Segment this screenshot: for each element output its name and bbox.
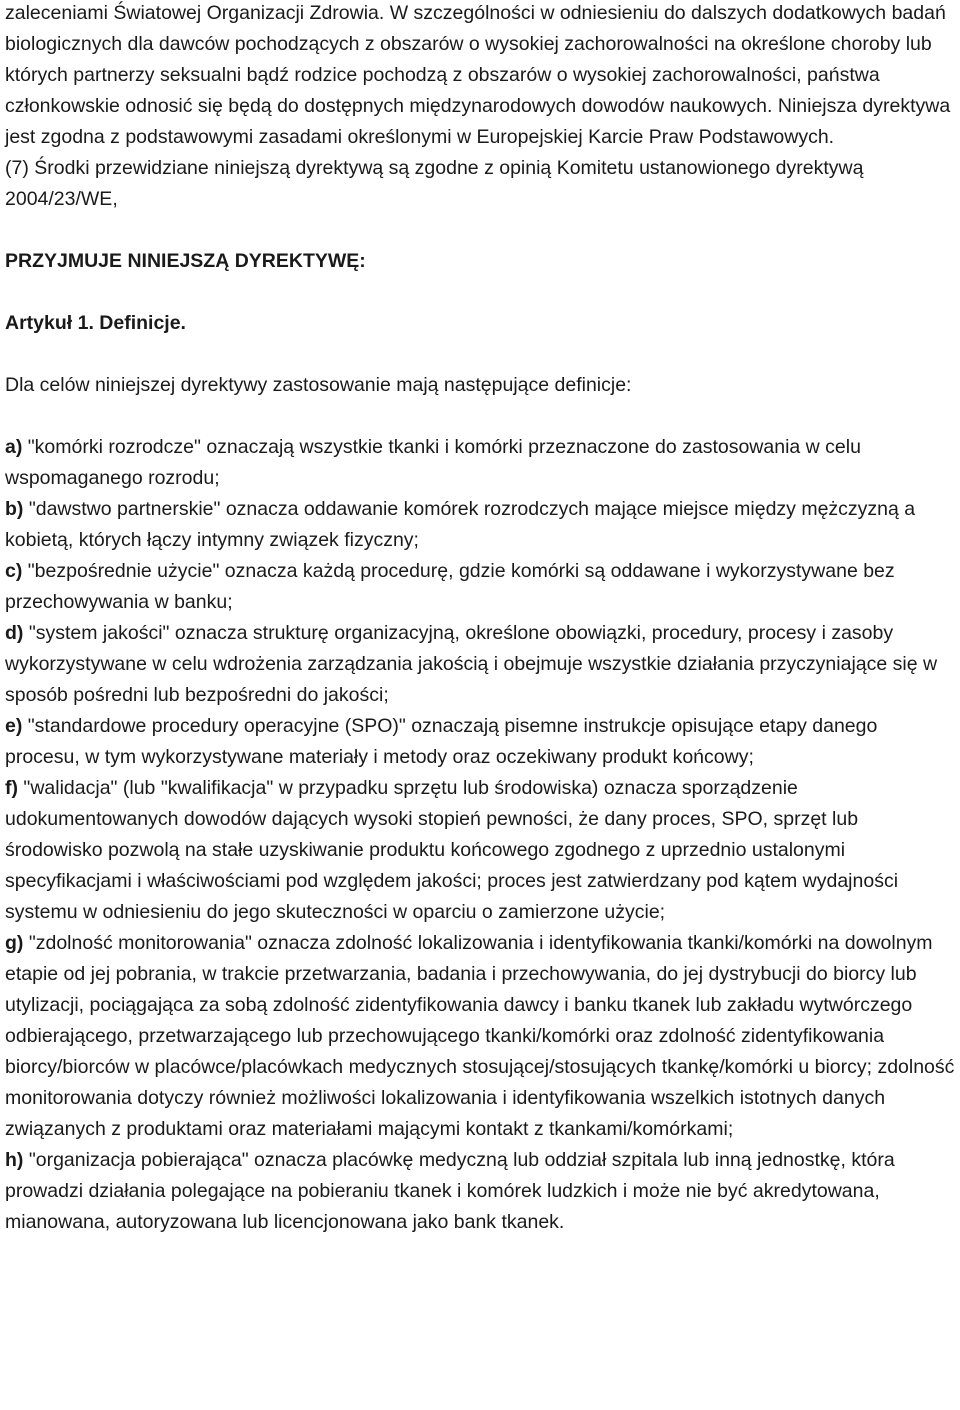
definition-letter: e)	[5, 715, 23, 737]
definition-e	[5, 711, 955, 773]
definition-a	[5, 432, 955, 494]
definition-letter: f)	[5, 777, 18, 799]
adopts-heading: PRZYJMUJE NINIEJSZĄ DYREKTYWĘ:	[5, 250, 366, 272]
definition-text: "organizacja pobierająca" oznacza placówkę medyczną lub oddział szpitala lub inną jednostkę, która prowadzi działania polegające na pobieraniu tkanek i komórek ludzkich i może nie być akredytowana, mianowana, autoryzowana lub licencjonowana jako bank tkanek.	[5, 1149, 895, 1233]
spacer	[5, 215, 955, 246]
definition-letter: g)	[5, 932, 24, 954]
definition-h	[5, 1145, 955, 1238]
definition-c	[5, 556, 955, 618]
article-lead: Dla celów niniejszej dyrektywy zastosowanie mają następujące definicje:	[5, 374, 632, 396]
article-title: Artykuł 1. Definicje.	[5, 312, 186, 334]
definition-text: "bezpośrednie użycie" oznacza każdą procedurę, gdzie komórki są oddawane i wykorzystywane bez przechowywania w banku;	[5, 560, 895, 613]
definition-g	[5, 928, 955, 1145]
spacer	[5, 277, 955, 308]
intro-paragraph: zaleceniami Światowej Organizacji Zdrowia. W szczególności w odniesieniu do dalszych dodatkowych badań biologicznych dla dawców pochodzących z obszarów o wysokiej zachorowalności na określone choroby lub których partnerzy seksualni bądź rodzice pochodzą z obszarów o wysokiej zachorowalności, państwa członkowskie odnosić się będą do dostępnych międzynarodowych dowodów naukowych. Niniejsza dyrektywa jest zgodna z podstawowymi zasadami określonymi w Europejskiej Karcie Praw Podstawowych.	[5, 2, 951, 148]
definition-text: "standardowe procedury operacyjne (SPO)" oznaczają pisemne instrukcje opisujące etapy danego procesu, w tym wykorzystywane materiały i metody oraz oczekiwany produkt końcowy;	[5, 715, 878, 768]
definition-text: "komórki rozrodcze" oznaczają wszystkie tkanki i komórki przeznaczone do zastosowania w celu wspomaganego rozrodu;	[5, 436, 861, 489]
spacer	[5, 401, 955, 432]
definition-letter: h)	[5, 1149, 24, 1171]
definition-letter: b)	[5, 498, 24, 520]
definition-f	[5, 773, 955, 928]
definition-letter: c)	[5, 560, 23, 582]
spacer	[5, 339, 955, 370]
definition-text: "zdolność monitorowania" oznacza zdolność lokalizowania i identyfikowania tkanki/komórki na dowolnym etapie od jej pobrania, w trakcie przetwarzania, badania i przechowywania, do jej dystrybucji do biorcy lub utylizacji, pociągająca za sobą zdolność zidentyfikowania dawcy i banku tkanek lub zakładu wytwórczego odbierającego, przetwarzającego lub przechowującego tkanki/komórki oraz zdolność zidentyfikowania biorcy/biorców w placówce/placówkach medycznych stosującej/stosujących tkankę/komórki u biorcy; zdolność monitorowania dotyczy również możliwości lokalizowania i identyfikowania wszelkich istotnych danych związanych z produktami oraz materiałami mającymi kontakt z tkankami/komórkami;	[5, 932, 955, 1140]
definition-d	[5, 618, 955, 711]
document-page	[5, 0, 955, 1238]
definition-letter: d)	[5, 622, 24, 644]
definition-b	[5, 494, 955, 556]
recital-7: (7) Środki przewidziane niniejszą dyrektywą są zgodne z opinią Komitetu ustanowionego dyrektywą 2004/23/WE,	[5, 157, 864, 210]
definition-text: "walidacja" (lub "kwalifikacja" w przypadku sprzętu lub środowiska) oznacza sporządzenie udokumentowanych dowodów dających wysoki stopień pewności, że dany proces, SPO, sprzęt lub środowisko pozwolą na stałe uzyskiwanie produktu końcowego zgodnego z uprzednio ustalonymi specyfikacjami i właściwościami pod względem jakości; proces jest zatwierdzany pod kątem wydajności systemu w odniesieniu do jego skuteczności w oparciu o zamierzone użycie;	[5, 777, 899, 923]
definition-text: "system jakości" oznacza strukturę organizacyjną, określone obowiązki, procedury, procesy i zasoby wykorzystywane w celu wdrożenia zarządzania jakością i obejmuje wszystkie działania przyczyniające się w sposób pośredni lub bezpośredni do jakości;	[5, 622, 938, 706]
definition-text: "dawstwo partnerskie" oznacza oddawanie komórek rozrodczych mające miejsce między mężczyzną a kobietą, których łączy intymny związek fizyczny;	[5, 498, 916, 551]
definition-letter: a)	[5, 436, 23, 458]
